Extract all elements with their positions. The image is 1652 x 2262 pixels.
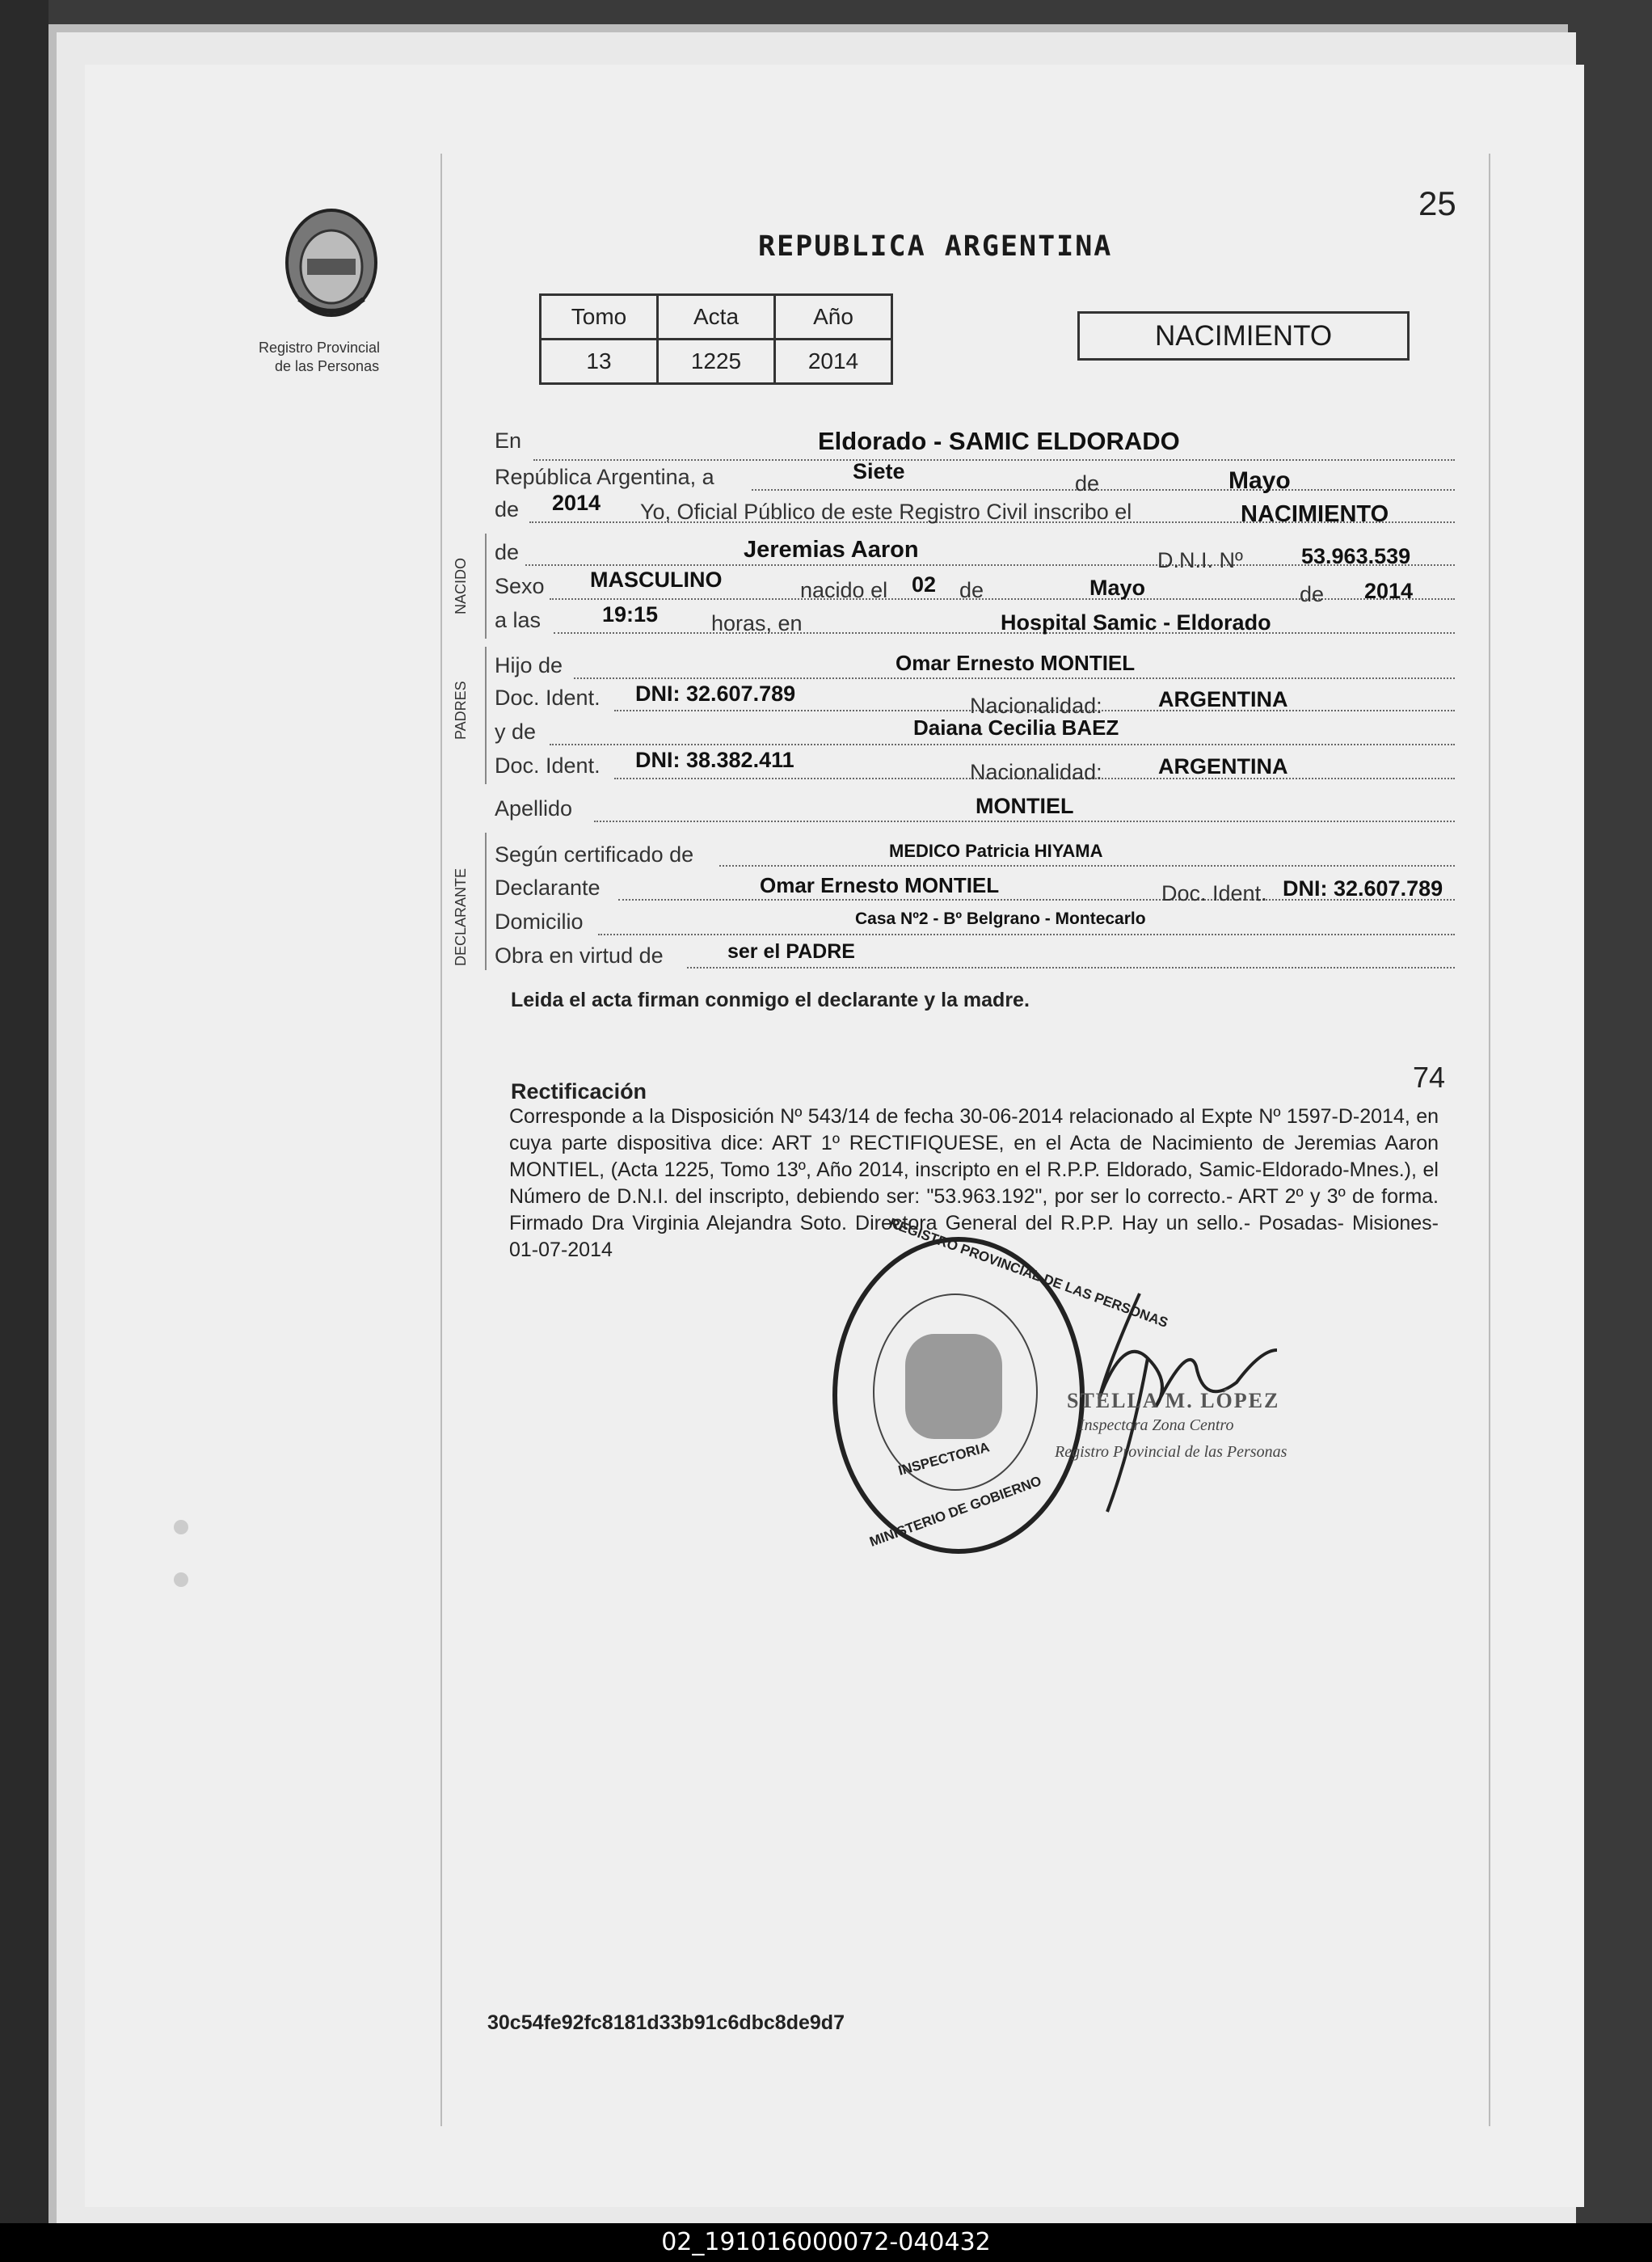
background-edge: [0, 0, 48, 2223]
certificado-value: MEDICO Patricia HIYAMA: [889, 841, 1103, 861]
stamp-seal-emblem: [905, 1334, 1002, 1439]
registry-label-2: de las Personas: [275, 358, 380, 374]
table-header-acta: Acta: [658, 295, 775, 340]
signer-org: Registro Provincial de las Personas: [1055, 1443, 1287, 1461]
child-name: Jeremias Aaron: [744, 537, 919, 563]
table-value-acta: 1225: [658, 340, 775, 384]
en-value: Eldorado - SAMIC ELDORADO: [818, 427, 1180, 455]
birth-de-label-2: de: [1300, 582, 1325, 606]
stamp-bottom-text: MINISTERIO DE GOBIERNO: [867, 1473, 1044, 1550]
de-label: de: [1075, 471, 1100, 496]
mother-name: Daiana Cecilia BAEZ: [913, 715, 1119, 740]
punch-hole: [174, 1520, 188, 1534]
year-value: 2014: [552, 491, 601, 515]
domicilio-label: Domicilio: [495, 909, 584, 934]
country-title: REPUBLICA ARGENTINA: [758, 230, 1113, 263]
table-header-tomo: Tomo: [541, 295, 658, 340]
father-nat-label: Nacionalidad:: [970, 694, 1102, 718]
nacido-de-label: de: [495, 540, 520, 564]
inscribo-value: NACIMIENTO: [1241, 501, 1389, 527]
rectificacion-title: Rectificación: [511, 1079, 647, 1104]
rectificacion-text: Corresponde a la Disposición Nº 543/14 de fecha 30-06-2014 relacionado al Expte Nº 1597-D-2014, en cuya parte dispositiva dice: ART 1º RECTIFIQUESE, en el Acta de Nacimiento de Jeremias Aaron MONTIEL, (Acta 1225, Tomo 13º, Año 2014, inscripto en el R.P.P. Eldorado, Samic-Eldorado-Mnes.), el Número de D.N.I. del inscripto, debiendo ser: "53.963.192", por ser lo correcto.- ART 2º y 3º de forma. Firmado Dra Virginia Alejandra Soto. Directora General del R.P.P. Hay un sello.- Posadas- Misiones- 01-07-2014: [509, 1105, 1439, 1261]
act-type-box: NACIMIENTO: [1077, 311, 1410, 361]
signer-name: STELLA M. LÓPEZ: [1067, 1389, 1280, 1412]
father-nationality: ARGENTINA: [1158, 687, 1288, 711]
footer-id-bar: 02_191016000072-040432: [0, 2223, 1652, 2262]
mother-nationality: ARGENTINA: [1158, 754, 1288, 779]
birth-month: Mayo: [1089, 576, 1146, 600]
child-dni: 53.963.539: [1301, 544, 1411, 568]
table-value-tomo: 13: [541, 340, 658, 384]
registry-label-1: Registro Provincial: [259, 340, 381, 356]
domicilio-value: Casa Nº2 - Bº Belgrano - Montecarlo: [855, 909, 1146, 928]
birth-place: Hospital Samic - Eldorado: [1001, 610, 1271, 635]
de2-label: de: [495, 497, 520, 521]
apellido-value: MONTIEL: [976, 794, 1074, 818]
hijo-de-label: Hijo de: [495, 653, 563, 677]
punch-hole: [174, 1572, 188, 1587]
father-doc: DNI: 32.607.789: [635, 682, 796, 706]
month-value: Mayo: [1228, 467, 1291, 494]
birth-day: 02: [912, 572, 937, 597]
obra-label: Obra en virtud de: [495, 943, 664, 968]
stamp-ring-text: REGISTRO PROVINCIAL DE LAS PERSONAS: [887, 1215, 1170, 1331]
page-number: 25: [1418, 184, 1456, 222]
declarante-doc: DNI: 32.607.789: [1283, 876, 1443, 901]
birth-year: 2014: [1364, 579, 1414, 603]
sexo-value: MASCULINO: [590, 568, 723, 592]
en-label: En: [495, 428, 522, 453]
rectificacion-page-number: 74: [1413, 1061, 1446, 1094]
horas-label: horas, en: [711, 611, 803, 635]
day-word: Siete: [853, 459, 905, 483]
declarante-name: Omar Ernesto MONTIEL: [760, 873, 1000, 897]
birth-de-label: de: [959, 578, 984, 602]
apellido-label: Apellido: [495, 796, 573, 821]
y-de-label: y de: [495, 720, 537, 744]
mother-doc: DNI: 38.382.411: [635, 748, 794, 772]
mother-doc-label: Doc. Ident.: [495, 753, 601, 778]
province-coat-of-arms: [275, 202, 388, 331]
obra-value: ser el PADRE: [727, 940, 855, 963]
signer-title: Inspectora Zona Centro: [1079, 1416, 1234, 1434]
yo-text: Yo, Oficial Público de este Registro Civil inscribo el: [640, 500, 1132, 524]
table-value-ano: 2014: [775, 340, 892, 384]
closing-statement: Leida el acta firman conmigo el declarante y la madre.: [511, 989, 1030, 1011]
republica-label: República Argentina, a: [495, 465, 714, 489]
sexo-label: Sexo: [495, 574, 545, 598]
table-header-ano: Año: [775, 295, 892, 340]
father-doc-label: Doc. Ident.: [495, 686, 601, 710]
declarante-label: Declarante: [495, 876, 601, 900]
declarante-section-label: DECLARANTE: [453, 867, 469, 966]
declarante-doc-label: Doc. Ident.: [1161, 881, 1267, 905]
nacido-section-label: NACIDO: [453, 557, 469, 614]
birth-time: 19:15: [602, 602, 659, 627]
a-las-label: a las: [495, 608, 542, 632]
father-name: Omar Ernesto MONTIEL: [896, 651, 1136, 675]
dni-label: D.N.I. Nº: [1157, 548, 1243, 572]
stamp-inner-text: INSPECTORIA: [896, 1439, 992, 1479]
mother-nat-label: Nacionalidad:: [970, 760, 1102, 784]
padres-section-label: PADRES: [453, 681, 469, 740]
register-table: [539, 293, 893, 385]
certificado-label: Según certificado de: [495, 842, 694, 867]
document-hash: 30c54fe92fc8181d33b91c6dbc8de9d7: [487, 2011, 845, 2034]
nacido-el-label: nacido el: [800, 578, 888, 602]
